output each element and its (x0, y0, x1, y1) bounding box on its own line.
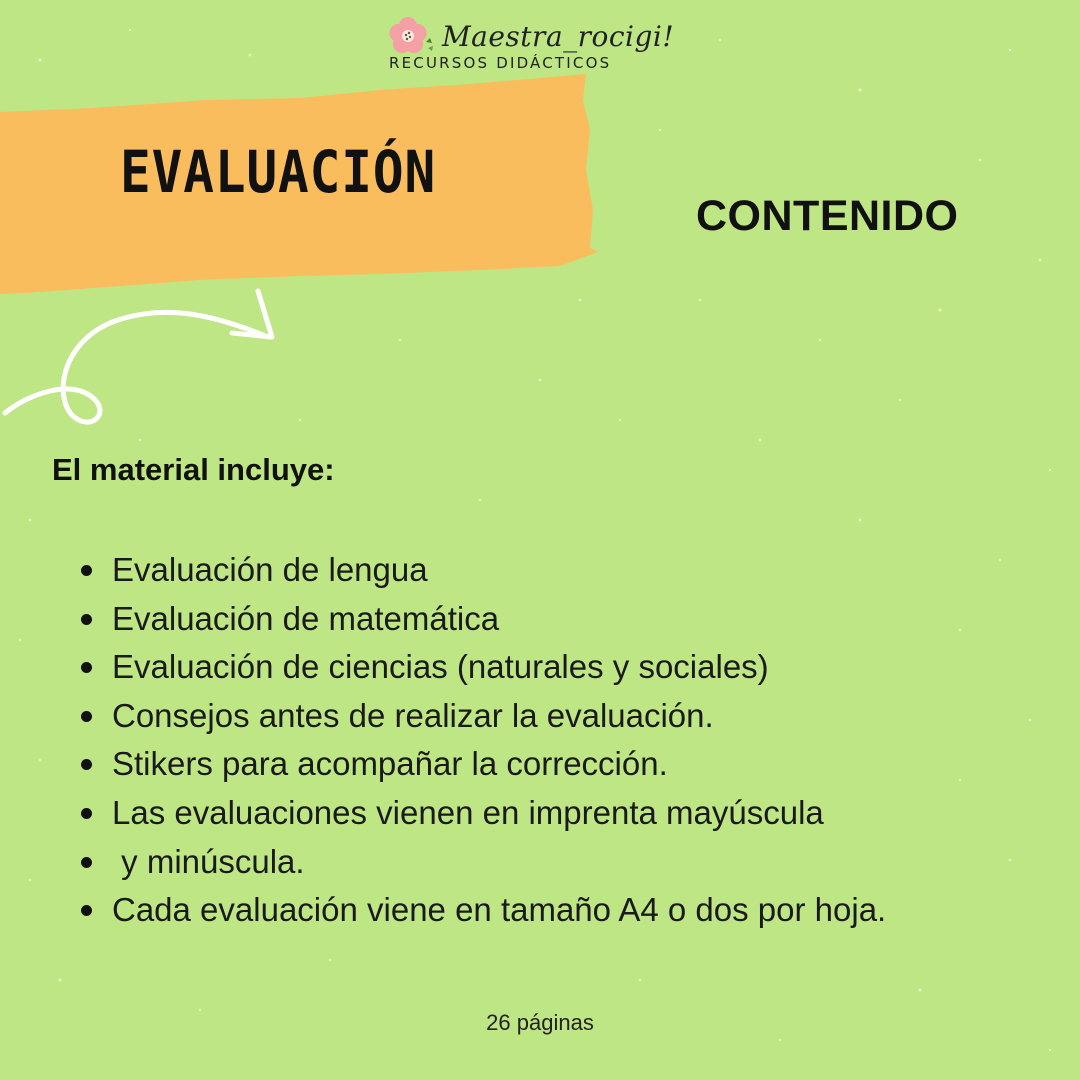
list-item: Evaluación de lengua (78, 546, 886, 595)
bullet-icon (81, 905, 92, 916)
list-item: Consejos antes de realizar la evaluación. (78, 692, 886, 741)
section-title: CONTENIDO (696, 192, 959, 240)
brand-logo (386, 14, 696, 74)
page-title: EVALUACIÓN (120, 138, 437, 206)
content-list (78, 546, 886, 935)
brand-tagline: RECURSOS DIDÁCTICOS (389, 54, 612, 72)
bullet-icon (81, 759, 92, 770)
flower-icon (386, 16, 436, 58)
list-item: Evaluación de ciencias (naturales y sociales) (78, 643, 886, 692)
bullet-icon (81, 614, 92, 625)
bullet-icon (81, 808, 92, 819)
list-item: Evaluación de matemática (78, 595, 886, 644)
page-count: 26 páginas (486, 1010, 594, 1035)
list-heading: El material incluye: (52, 452, 335, 487)
list-item: y minúscula. (78, 838, 886, 887)
list-item: Las evaluaciones vienen en imprenta mayúscula (78, 789, 886, 838)
bullet-icon (81, 711, 92, 722)
bullet-icon (81, 565, 92, 576)
bullet-icon (81, 857, 92, 868)
brand-name: Maestra_rocigi! (442, 20, 675, 53)
list-item: Stikers para acompañar la corrección. (78, 740, 886, 789)
curved-arrow-icon (0, 285, 290, 435)
bullet-icon (81, 662, 92, 673)
list-item: Cada evaluación viene en tamaño A4 o dos por hoja. (78, 886, 886, 935)
